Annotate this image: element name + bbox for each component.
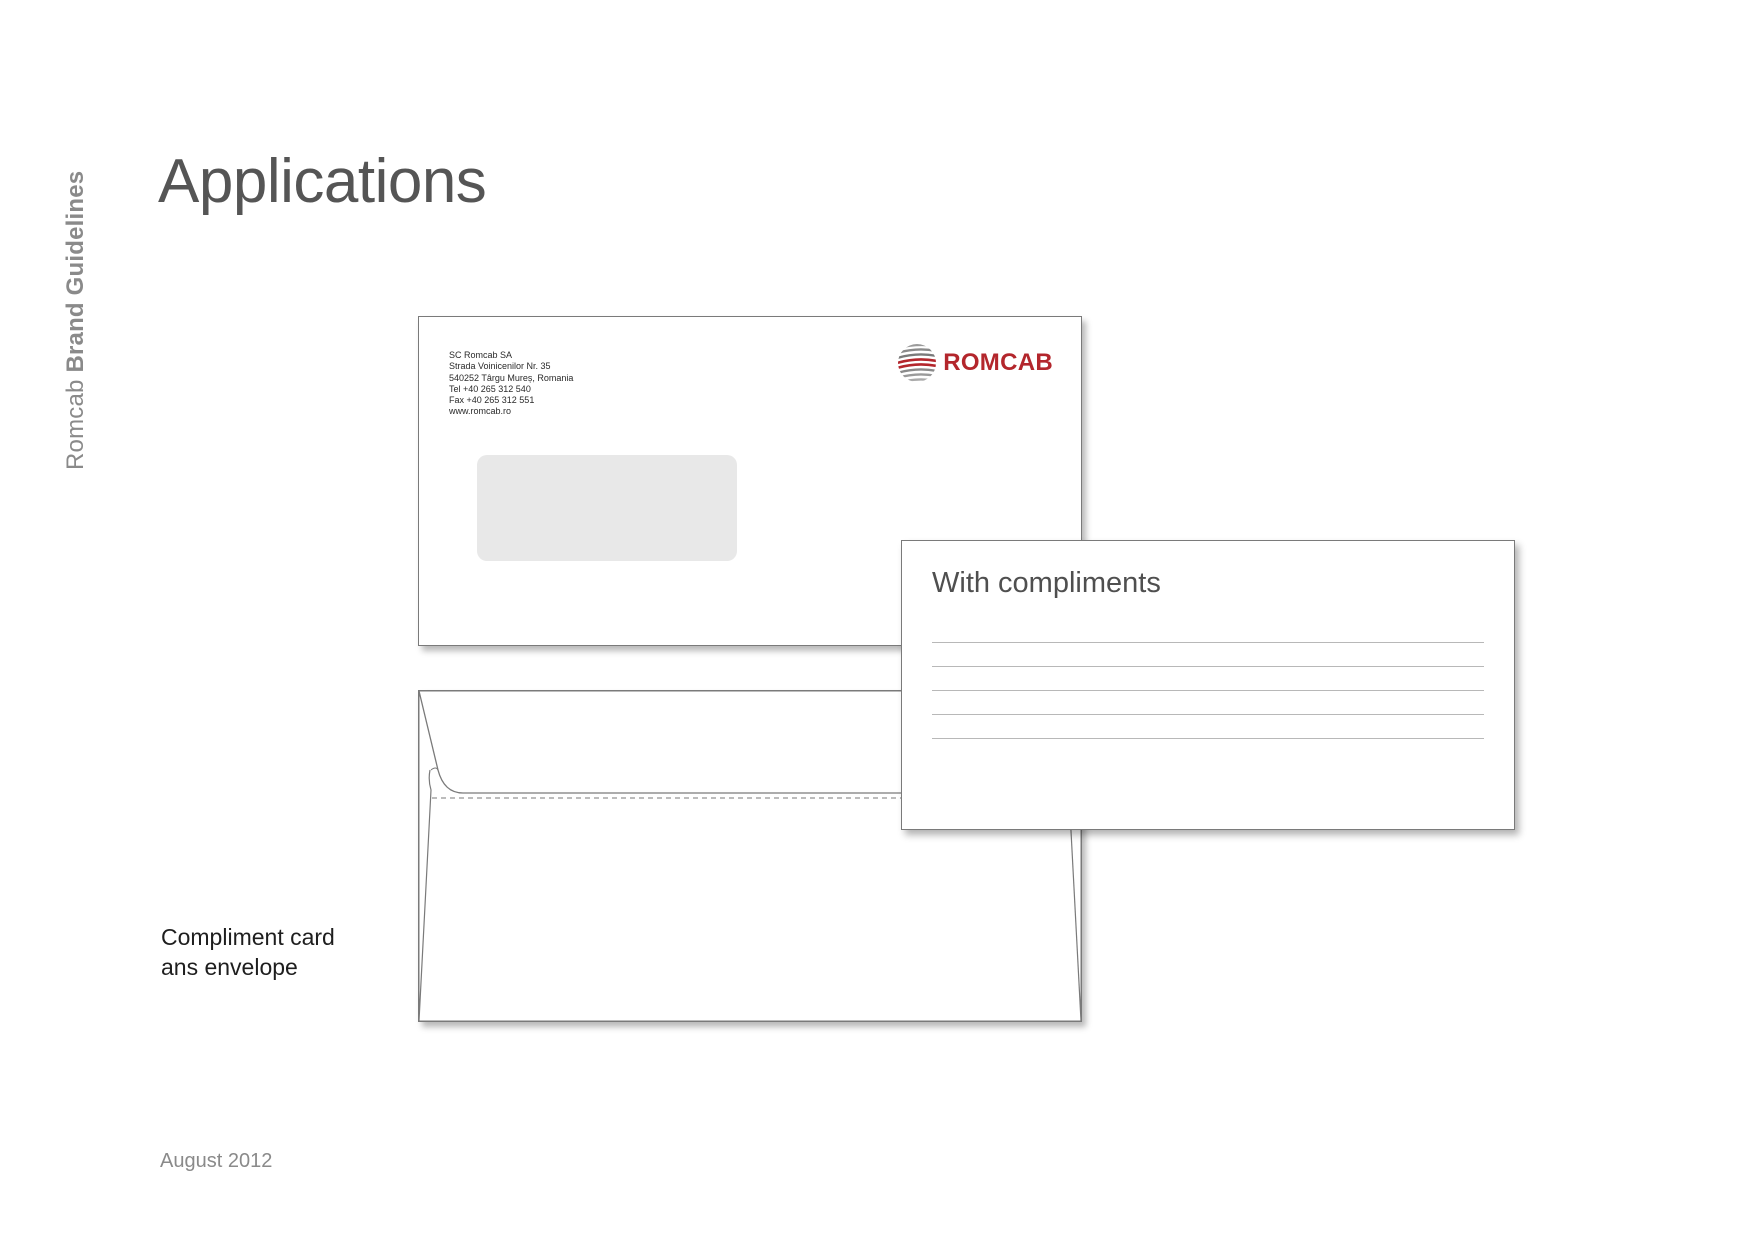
romcab-logo [897, 341, 1053, 385]
footer-date: August 2012 [160, 1150, 273, 1172]
figure-caption [161, 922, 335, 982]
page-title: Applications [158, 147, 487, 216]
card-writing-line [932, 642, 1484, 643]
sender-address [449, 350, 573, 418]
brand-guidelines-label [62, 160, 90, 470]
card-title: With compliments [932, 567, 1161, 599]
logo-wordmark: ROMCAB [943, 349, 1053, 376]
compliment-card [901, 540, 1515, 830]
sender-line: Strada Voinicenilor Nr. 35 [449, 361, 551, 372]
card-writing-line [932, 666, 1484, 667]
card-writing-line [932, 714, 1484, 715]
address-window [477, 455, 737, 561]
sender-line: 540252 Târgu Mureș, Romania [449, 372, 574, 383]
card-writing-line [932, 738, 1484, 739]
sender-line: Tel +40 265 312 540 [449, 383, 531, 394]
brand-suffix: Brand Guidelines [62, 170, 89, 373]
romcab-globe-icon [897, 343, 937, 383]
sender-line: SC Romcab SA [449, 350, 513, 360]
caption-line: Compliment card [161, 924, 335, 950]
card-writing-line [932, 690, 1484, 691]
sender-line: Fax +40 265 312 551 [449, 395, 535, 406]
caption-line: ans envelope [161, 954, 298, 980]
sender-line: www.romcab.ro [449, 406, 512, 417]
brand-prefix: Romcab [62, 379, 89, 470]
